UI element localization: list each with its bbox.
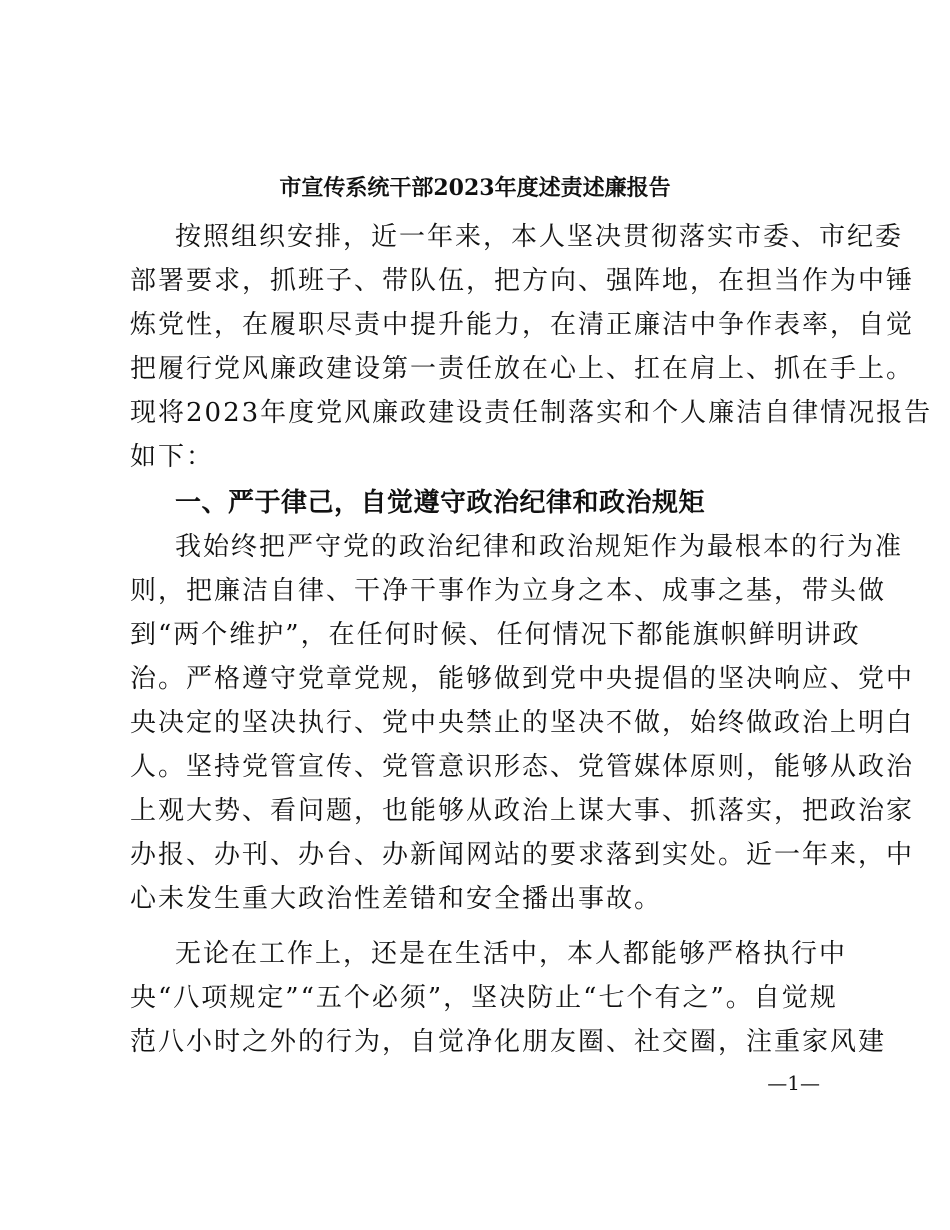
text-line: 央决定的坚决执行、党中央禁止的坚决不做，始终做政治上明白 bbox=[130, 708, 915, 738]
text-line: 人。坚持党管宣传、党管意识形态、党管媒体原则，能够从政治 bbox=[130, 752, 915, 782]
text-line: 无论在工作上，还是在生活中，本人都能够严格执行中 bbox=[175, 939, 848, 969]
text-line: 现将2023年度党风廉政建设责任制落实和个人廉洁自律情况报告 bbox=[130, 398, 933, 428]
text-line: 心未发生重大政治性差错和安全播出事故。 bbox=[130, 884, 663, 914]
text-line: 炼党性，在履职尽责中提升能力，在清正廉洁中争作表率，自觉 bbox=[130, 310, 915, 340]
text-line: 上观大势、看问题，也能够从政治上谋大事、抓落实，把政治家 bbox=[130, 796, 915, 826]
text-line: 范八小时之外的行为，自觉净化朋友圈、社交圈，注重家风建 bbox=[130, 1027, 887, 1057]
text-line: 央“八项规定”“五个必须”，坚决防止“七个有之”。自觉规 bbox=[130, 983, 838, 1013]
section-heading: 一、严于律己，自觉遵守政治纪律和政治规矩 bbox=[175, 488, 706, 518]
text-line: 如下： bbox=[130, 442, 215, 472]
text-line: 部署要求，抓班子、带队伍，把方向、强阵地，在担当作为中锤 bbox=[130, 266, 915, 296]
text-line: 到“两个维护”，在任何时候、任何情况下都能旗帜鲜明讲政 bbox=[130, 620, 861, 650]
text-line: 则，把廉洁自律、干净干事作为立身之本、成事之基，带头做 bbox=[130, 576, 887, 606]
document-title: 市宣传系统干部2023年度述责述廉报告 bbox=[279, 175, 671, 201]
text-line: 把履行党风廉政建设第一责任放在心上、扛在肩上、抓在手上。 bbox=[130, 354, 915, 384]
text-line: 我始终把严守党的政治纪律和政治规矩作为最根本的行为准 bbox=[175, 532, 904, 562]
page-number: —1— bbox=[767, 1071, 820, 1095]
text-line: 办报、办刊、办台、办新闻网站的要求落到实处。近一年来，中 bbox=[130, 840, 915, 870]
text-line: 治。严格遵守党章党规，能够做到党中央提倡的坚决响应、党中 bbox=[130, 664, 915, 694]
text-line: 按照组织安排，近一年来，本人坚决贯彻落实市委、市纪委 bbox=[175, 222, 904, 252]
